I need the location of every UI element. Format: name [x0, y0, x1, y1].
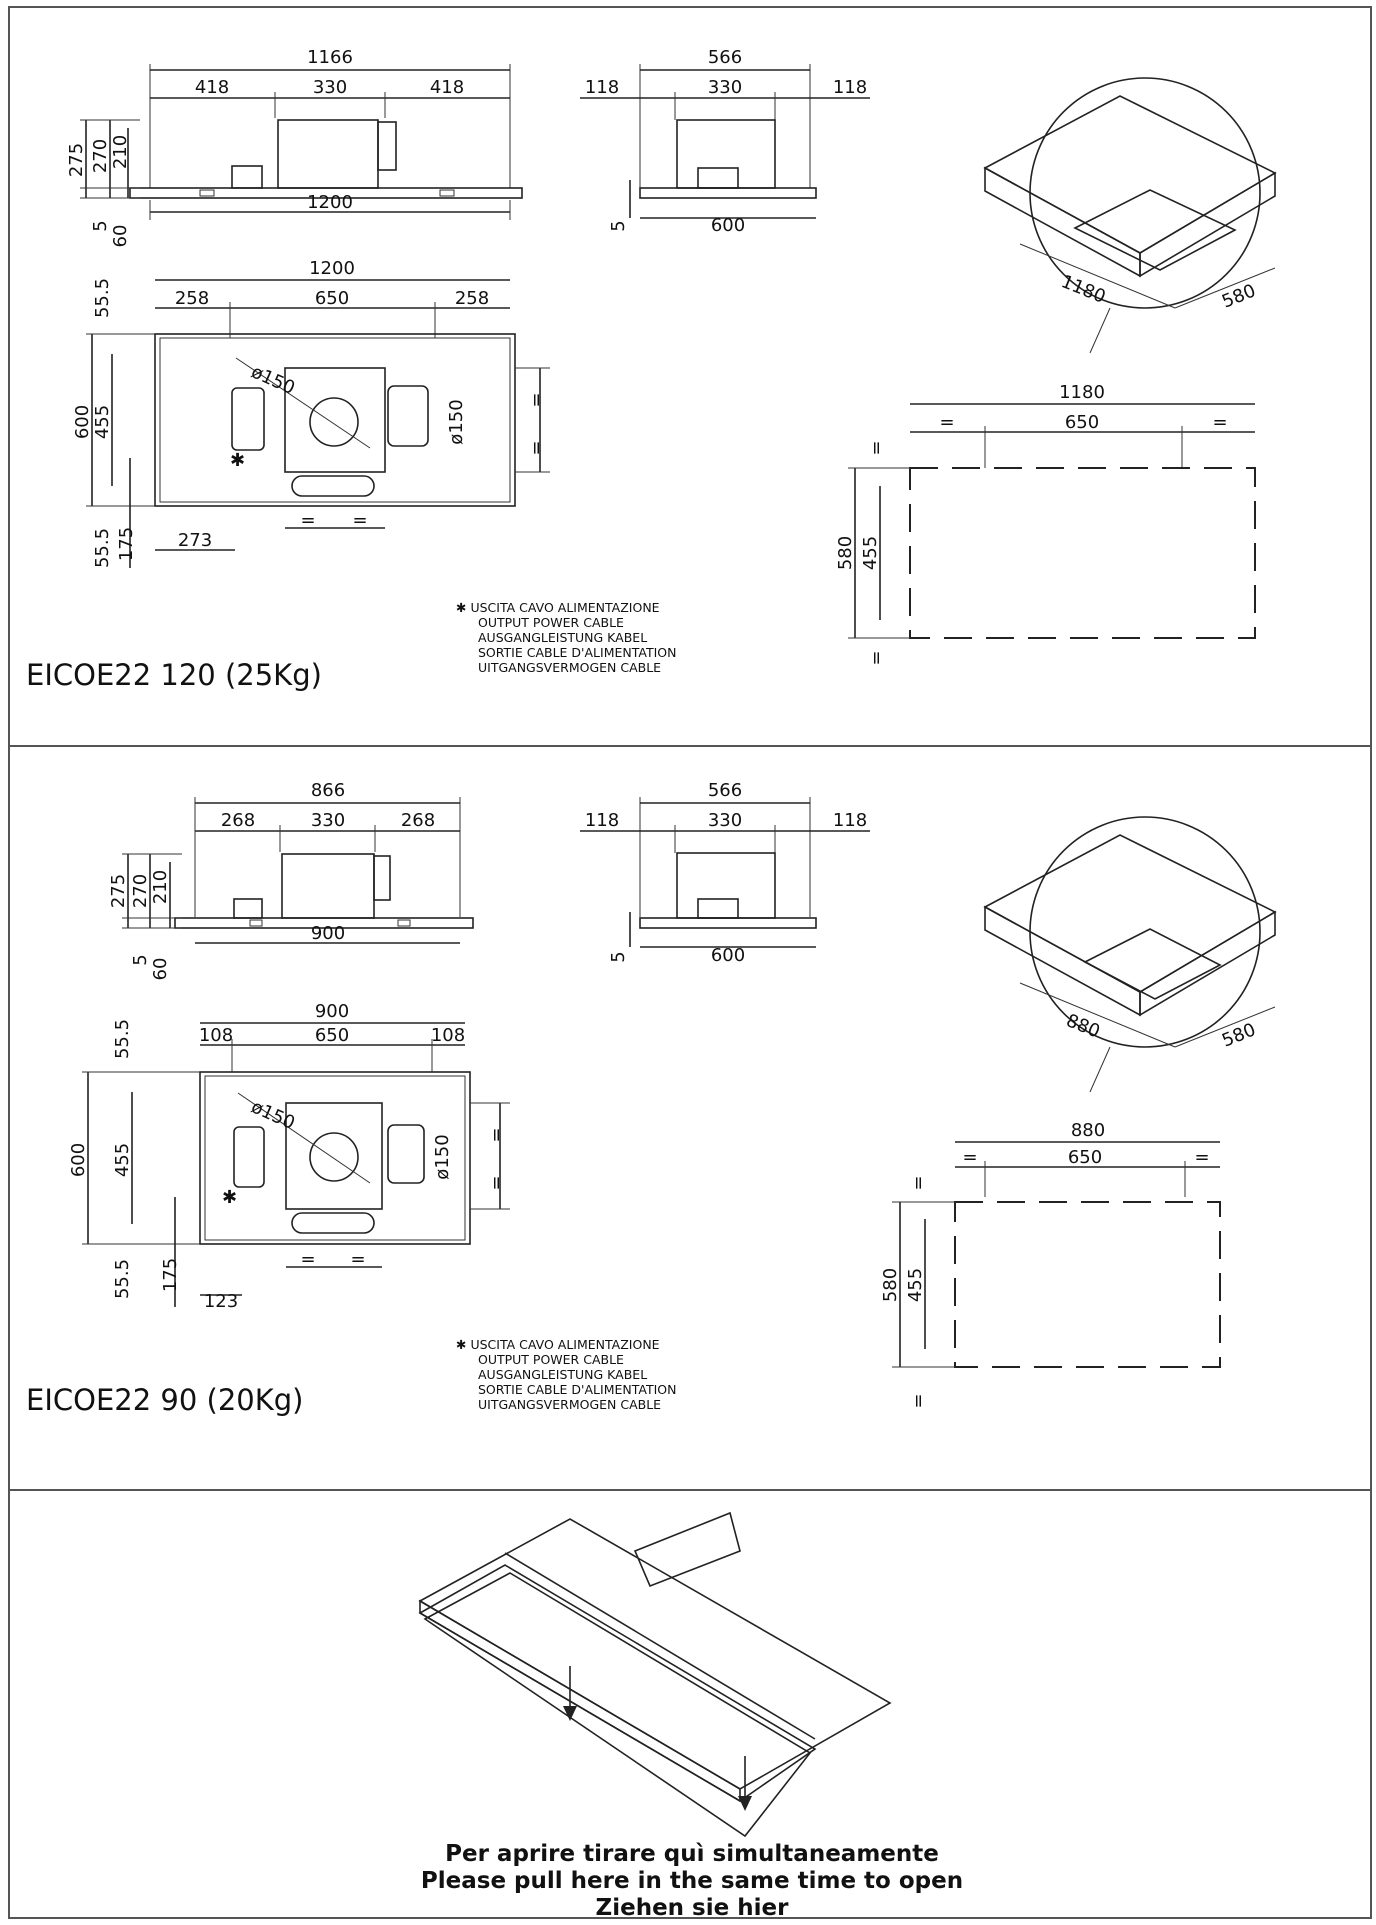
svg-text:=: =: [300, 1249, 316, 1270]
side-h-top: 5: [608, 220, 629, 232]
svg-text:600: 600: [68, 1142, 89, 1178]
svg-text:118: 118: [584, 810, 620, 831]
svg-text:270: 270: [130, 873, 151, 909]
cutout-outline: [910, 468, 1255, 638]
front-view: [108, 780, 473, 980]
svg-text:60: 60: [150, 957, 171, 981]
svg-text:108: 108: [430, 1025, 466, 1046]
side-view: [580, 47, 870, 236]
iso-length: 1180: [1058, 271, 1109, 308]
svg-text:175: 175: [160, 1257, 181, 1293]
svg-text:5: 5: [130, 954, 151, 966]
front-bottom-dim: 1200: [307, 192, 353, 213]
svg-text:123: 123: [203, 1291, 239, 1312]
svg-text:=: =: [866, 440, 887, 456]
svg-text:650: 650: [1067, 1147, 1103, 1168]
svg-text:330: 330: [707, 810, 743, 831]
iso-width: 580: [1219, 280, 1259, 313]
front-right-dim: 418: [429, 77, 465, 98]
svg-text:118: 118: [832, 810, 868, 831]
svg-text:=: =: [300, 510, 316, 531]
svg-text:=: =: [526, 392, 547, 408]
panel-eicoe22-120: [8, 6, 1372, 747]
duct-outlet: [310, 398, 358, 446]
svg-text:=: =: [962, 1147, 978, 1168]
side-left-dim: 118: [584, 77, 620, 98]
plan-bottom-margin: 55.5: [92, 527, 113, 569]
svg-text:ø150: ø150: [247, 1096, 298, 1135]
iso-view: [985, 817, 1275, 1092]
svg-text:880: 880: [1063, 1010, 1103, 1043]
cutout-view: [880, 1120, 1220, 1409]
plan-duct-diag: ø150: [247, 361, 298, 400]
front-left-dim: 268: [220, 810, 256, 831]
iso-view: [985, 78, 1275, 353]
svg-text:=: =: [526, 440, 547, 456]
model-label: EICOE22 120 (25Kg): [26, 658, 322, 692]
svg-text:ø150: ø150: [432, 1134, 453, 1180]
front-h-bottom: 60: [110, 224, 131, 248]
svg-text:=: =: [866, 650, 887, 666]
panel-opening-instructions: [8, 1489, 1372, 1919]
plan-top-margin: 55.5: [92, 277, 113, 319]
svg-text:210: 210: [150, 869, 171, 905]
front-h-inner: 210: [110, 134, 131, 170]
plan-duct-vert: ø150: [446, 399, 467, 445]
cable-legend: ✱ USCITA CAVO ALIMENTAZIONE OUTPUT POWER CABLE AUSGANGLEISTUNG KABEL SORTIE CABLE D'ALIMENTATION UITGANGSVERMOGEN CABLE: [456, 600, 677, 675]
front-h-total: 275: [66, 142, 87, 178]
svg-text:108: 108: [198, 1025, 234, 1046]
svg-text:=: =: [1212, 412, 1228, 433]
svg-text:55.5: 55.5: [112, 1018, 133, 1060]
svg-text:=: =: [352, 510, 368, 531]
motor-housing: [278, 120, 378, 188]
svg-text:900: 900: [314, 1001, 350, 1022]
svg-text:=: =: [350, 1249, 366, 1270]
side-bottom-dim: 600: [710, 215, 746, 236]
svg-text:=: =: [1194, 1147, 1210, 1168]
model-label: EICOE22 90 (20Kg): [26, 1383, 304, 1417]
side-view: [580, 780, 870, 966]
plan-left-dim: 258: [174, 288, 210, 309]
svg-text:580: 580: [880, 1267, 901, 1303]
svg-text:=: =: [939, 412, 955, 433]
cutout-view: [835, 382, 1255, 666]
svg-text:=: =: [486, 1175, 507, 1191]
front-h-body: 270: [90, 138, 111, 174]
cutout-overall: 1180: [1059, 382, 1105, 403]
cutout-center: 650: [1064, 412, 1100, 433]
plan-view: [68, 1001, 510, 1312]
side-overall-dim: 566: [707, 47, 743, 68]
plan-view: [72, 258, 550, 568]
svg-text:✱: ✱: [222, 1187, 238, 1208]
svg-text:=: =: [486, 1127, 507, 1143]
front-overall-dim: 1166: [307, 47, 353, 68]
front-bottom-dim: 900: [310, 923, 346, 944]
front-center-dim: 330: [310, 810, 346, 831]
svg-text:650: 650: [314, 1025, 350, 1046]
drawing-eicoe22-120: [10, 8, 1370, 745]
svg-text:5: 5: [608, 951, 629, 963]
front-h-top: 5: [90, 220, 111, 232]
plan-offset-h: 273: [177, 530, 213, 551]
plan-offset-v: 175: [116, 526, 137, 562]
drawing-eicoe22-90: [10, 747, 1370, 1489]
svg-text:=: =: [908, 1393, 929, 1409]
cable-exit-mark: ✱: [230, 450, 246, 471]
svg-text:455: 455: [112, 1142, 133, 1178]
plan-center-dim: 650: [314, 288, 350, 309]
svg-text:455: 455: [905, 1267, 926, 1303]
front-center-dim: 330: [312, 77, 348, 98]
opening-instructions: Per aprire tirare quì simultaneamente Please pull here in the same time to open Ziehen sie hier: [420, 1841, 964, 1921]
svg-text:=: =: [908, 1175, 929, 1191]
svg-text:580: 580: [1219, 1019, 1259, 1052]
plan-inner: 455: [92, 404, 113, 440]
plan-right-dim: 258: [454, 288, 490, 309]
cutout-height: 580: [835, 535, 856, 571]
cutout-inner: 455: [860, 535, 881, 571]
svg-text:880: 880: [1070, 1120, 1106, 1141]
plan-height: 600: [72, 404, 93, 440]
front-view: [66, 47, 522, 247]
svg-text:566: 566: [707, 780, 743, 801]
front-left-dim: 418: [194, 77, 230, 98]
svg-text:275: 275: [108, 873, 129, 909]
svg-text:600: 600: [710, 945, 746, 966]
plan-overall-dim: 1200: [309, 258, 355, 279]
svg-text:55.5: 55.5: [112, 1258, 133, 1300]
cable-legend: ✱ USCITA CAVO ALIMENTAZIONE OUTPUT POWER CABLE AUSGANGLEISTUNG KABEL SORTIE CABLE D'ALIMENTATION UITGANGSVERMOGEN CABLE: [456, 1337, 677, 1412]
front-right-dim: 268: [400, 810, 436, 831]
front-overall-dim: 866: [310, 780, 346, 801]
panel-eicoe22-90: [8, 745, 1372, 1491]
side-center-dim: 330: [707, 77, 743, 98]
side-right-dim: 118: [832, 77, 868, 98]
